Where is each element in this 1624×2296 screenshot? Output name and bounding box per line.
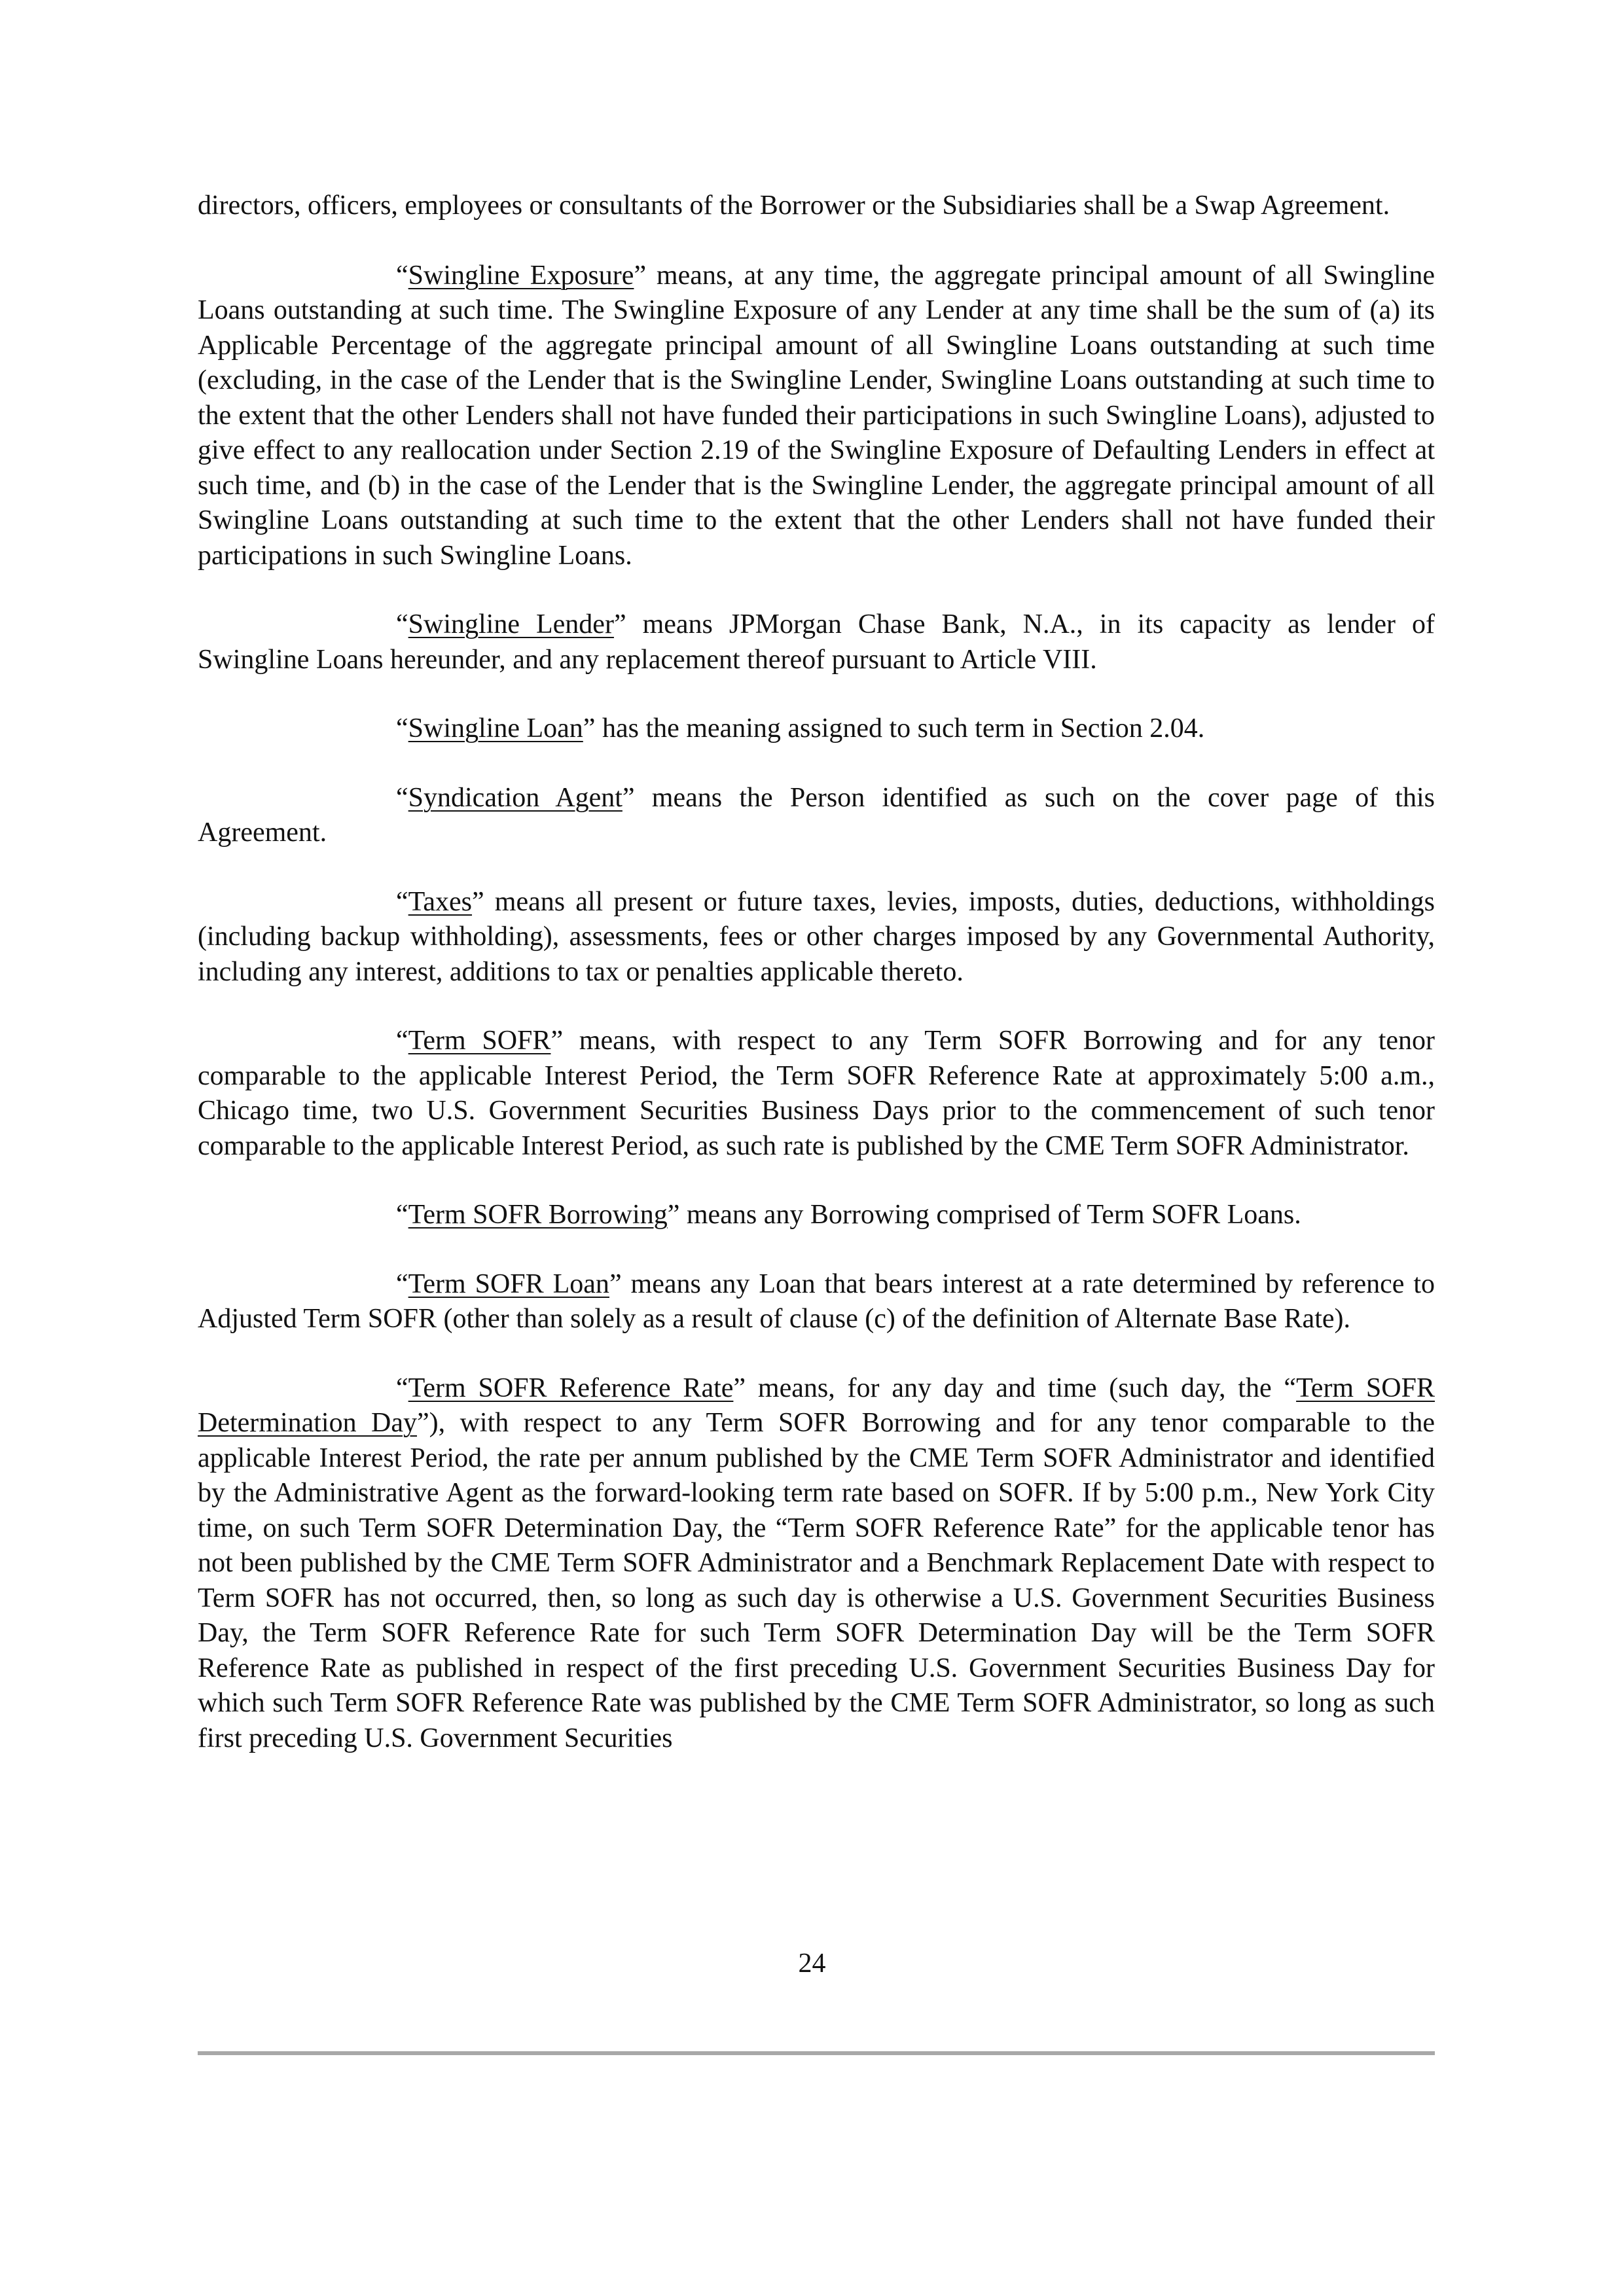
open-quote: “ [396,886,408,917]
defined-term: Swingline Lender [408,609,614,639]
definition-term-sofr-borrowing [198,1198,1435,1233]
definition-term-sofr-reference-rate [198,1371,1435,1757]
definition-term-sofr-loan [198,1267,1435,1337]
footer-divider [198,2051,1435,2055]
open-quote: “ [396,1200,408,1230]
open-quote: “ [396,609,408,639]
definition-swingline-loan [198,711,1435,747]
definition-body: means, at any time, the aggregate principal amount of all Swingline Loans outstanding at such time. The Swingline Exposure of any Lender at any time shall be the sum of (a) its Applicable Percentage of the aggregate principal amount of all Swingline Loans outstanding at such time (excluding, in the case of the Lender that is the Swingline Lender, Swingline Loans outstanding at such time to the extent that the other Lenders shall not have funded their participations in such Swingline Loans), adjusted to give effect to any reallocation under Section 2.19 of the Swingline Exposure of Defaulting Lenders in effect at such time, and (b) in the case of the Lender that is the Swingline Lender, the aggregate principal amount of all Swingline Loans outstanding at such time to the extent that the other Lenders shall not have funded their participations in such Swingline Loans. [198,260,1435,571]
defined-term: Term SOFR Loan [408,1268,609,1299]
definition-first-line [198,781,1435,816]
close-quote: ” [622,782,635,813]
defined-term: Syndication Agent [408,782,623,813]
definition-body: ”), with respect to any Term SOFR Borrowing and for any tenor comparable to the applicable Interest Period, the rate per annum published by the CME Term SOFR Administrator and identified by the Administrative Agent as the forward-looking term rate based on SOFR. If by 5:00 p.m., New York City time, on such Term SOFR Determination Day, the “Term SOFR Reference Rate” for the applicable tenor has not been published by the CME Term SOFR Administrator and a Benchmark Replacement Date with respect to Term SOFR has not occurred, then, so long as such day is otherwise a U.S. Government Securities Business Day, the Term SOFR Reference Rate for such Term SOFR Determination Day will be the Term SOFR Reference Rate as published in respect of the first preceding U.S. Government Securities Business Day for which such Term SOFR Reference Rate was published by the CME Term SOFR Administrator, so long as such first preceding U.S. Government Securities [198,1408,1435,1753]
defined-term: Term SOFR Borrowing [408,1200,668,1230]
close-quote: ” [609,1268,622,1299]
definition-body: means JPMorgan Chase Bank, N.A., in its capacity as lender of Swingline Loans hereunder, and any replacement thereof pursuant to Article VIII. [198,609,1435,675]
definition-body: has the meaning assigned to such term in Section 2.04. [595,713,1205,744]
definition-body: means any Loan that bears interest at a rate determined by reference to Adjusted Term SOFR (other than solely as a result of clause (c) of the definition of Alternate Base Rate). [198,1268,1435,1334]
continuation-text: directors, officers, employees or consultants of the Borrower or the Subsidiaries shall be a Swap Agreement. [198,190,1390,221]
definition-term-sofr [198,1024,1435,1164]
close-quote: ” [583,713,596,744]
definition-tail: Agreement. [198,817,327,848]
document-page [198,188,1435,1790]
inner-defined-term: Term SOFR Determination Day [198,1372,1435,1438]
open-quote: “ [396,1372,408,1403]
defined-term: Swingline Exposure [408,260,634,291]
close-quote: ” [634,260,647,291]
definition-body: means all present or future taxes, levies, imposts, duties, deductions, withholdings (including backup withholding), assessments, fees or other charges imposed by any Governmental Authority, including any interest, additions to tax or penalties applicable thereto. [198,886,1435,987]
defined-term: Term SOFR [408,1026,551,1056]
close-quote: ” [733,1372,746,1403]
definition-taxes [198,885,1435,990]
close-quote: ” [613,609,626,639]
page-number: 24 [798,1948,826,1979]
definition-body: means, with respect to any Term SOFR Borrowing and for any tenor comparable to the applicable Interest Period, the Term SOFR Reference Rate at approximately 5:00 a.m., Chicago time, two U.S. Government Securities Business Days prior to the commencement of such tenor comparable to the applicable Interest Period, as such rate is published by the CME Term SOFR Administrator. [198,1026,1435,1161]
close-quote: ” [472,886,484,917]
definition-swingline-lender [198,607,1435,677]
close-quote: ” [550,1026,564,1056]
close-quote: ” [667,1200,680,1230]
open-quote: “ [396,1026,408,1056]
open-quote: “ [396,1268,408,1299]
open-quote: “ [396,260,408,291]
definition-swingline-exposure [198,259,1435,574]
defined-term: Term SOFR Reference Rate [408,1372,734,1403]
continuation-paragraph [198,188,1435,224]
definition-syndication-agent [198,781,1435,851]
defined-term: Taxes [408,886,473,917]
open-quote: “ [396,713,408,744]
definition-body: means any Borrowing comprised of Term SOFR Loans. [679,1200,1301,1230]
open-quote: “ [396,782,408,813]
definition-body: means the Person identified as such on the cover page of this [634,782,1435,813]
definition-body-intro: means, for any day and time (such day, the “ [746,1372,1297,1403]
defined-term: Swingline Loan [408,713,583,744]
